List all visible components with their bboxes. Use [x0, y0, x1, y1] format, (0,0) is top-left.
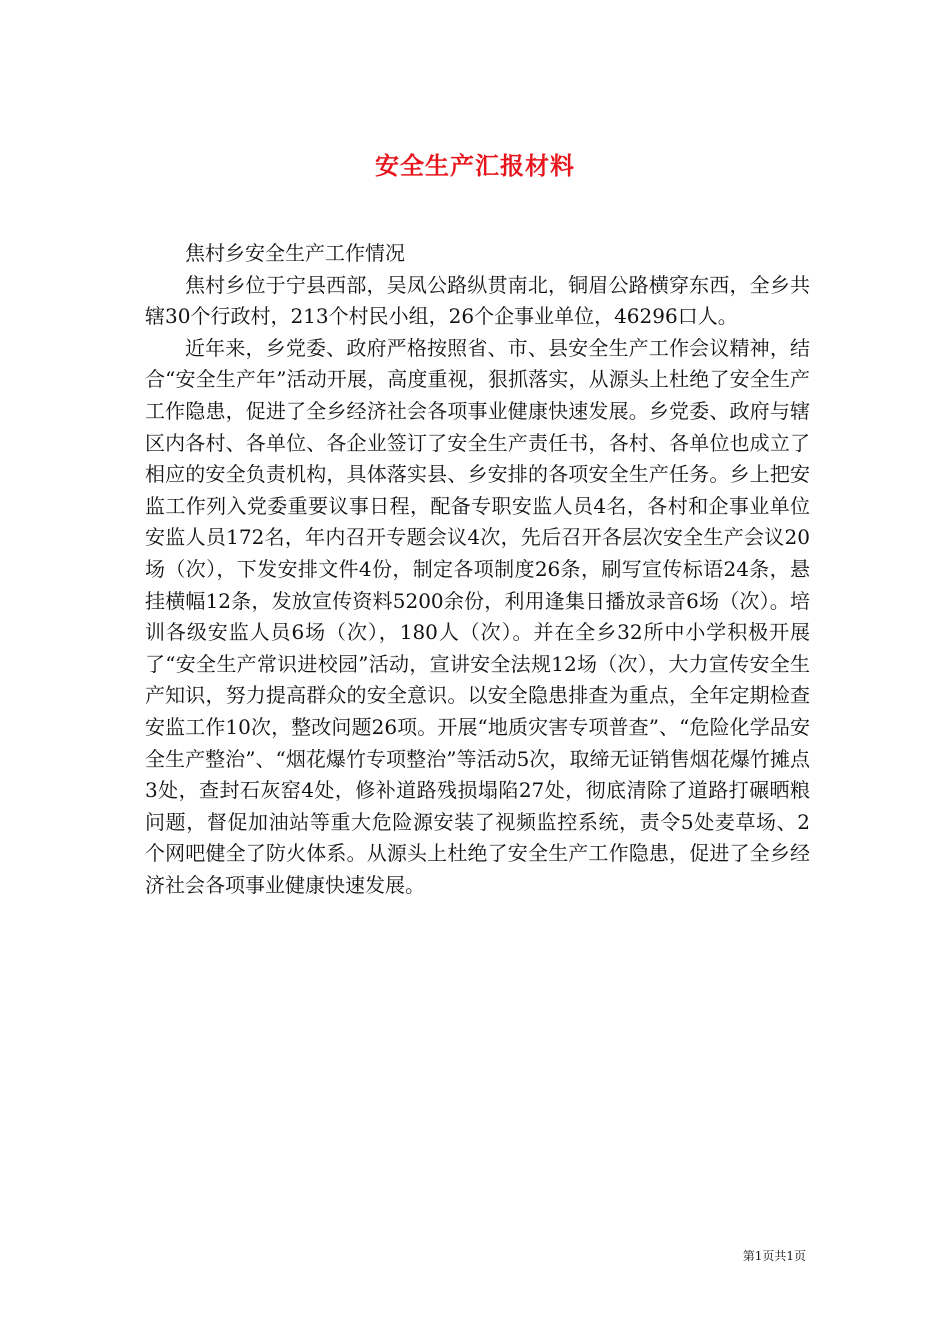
document-title: 安全生产汇报材料 — [375, 151, 575, 181]
section-heading: 焦村乡安全生产工作情况 — [185, 241, 405, 265]
page-number-footer: 第1页共1页 — [742, 1249, 806, 1263]
body-paragraph: 近年来，乡党委、政府严格按照省、市、县安全生产工作会议精神，结合“安全生产年”活动开展，高度重视，狠抓落实，从源头上杜绝了安全生产工作隐患，促进了全乡经济社会各项事业健康快速发展。乡党委、政府与辖区内各村、各单位、各企业签订了安全生产责任书，各村、各单位也成立了相应的安全负责机构，具体落实县、乡安排的各项安全生产任务。乡上把安监工作列入党委重要议事日程，配备专职安监人员4名，各村和企事业单位安监人员172名，年内召开专题会议4次，先后召开各层次安全生产会议20场（次），下发安排文件4份，制定各项制度26条，刷写宣传标语24条，悬挂横幅12条，发放宣传资料5200余份，利用逢集日播放录音6场（次）。培训各级安监人员6场（次），180人（次）。并在全乡32所中小学积极开展了“安全生产常识进校园”活动，宣讲安全法规12场（次），大力宣传安全生产知识，努力提高群众的安全意识。以安全隐患排查为重点，全年定期检查安监工作10次，整改问题26项。开展“地质灾害专项普查”、“危险化学品安全生产整治”、“烟花爆竹专项整治”等活动5次，取缔无证销售烟花爆竹摊点3处，查封石灰窑4处，修补道路残损塌陷27处，彻底清除了道路打碾晒粮问题，督促加油站等重大危险源安装了视频监控系统，责令5处麦草场、2个网吧健全了防火体系。从源头上杜绝了安全生产工作隐患，促进了全乡经济社会各项事业健康快速发展。 — [145, 335, 810, 897]
document-body — [145, 238, 810, 901]
body-paragraph: 焦村乡位于宁县西部，吴凤公路纵贯南北，铜眉公路横穿东西，全乡共辖30个行政村，213个村民小组，26个企事业单位，46296口人。 — [145, 272, 810, 329]
